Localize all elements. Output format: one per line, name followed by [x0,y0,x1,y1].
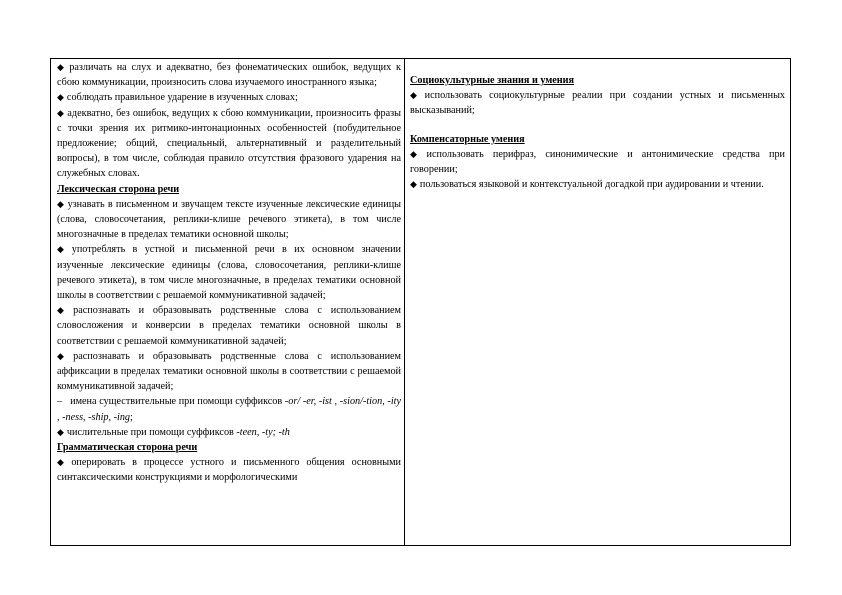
list-item: ◆ адекватно, без ошибок, ведущих к сбою коммуникации, произносить фразы с точки зрения их ритмико-интонационных особенностей (побудительное предложение; общий, специальный, альтернативный и разделительный вопросы), в том числе, соблюдая правило отсутствия фразового ударения на служебных словах. [57,107,401,180]
list-item: ◆ пользоваться языковой и контекстуальной догадкой при аудировании и чтении. [410,179,764,191]
dash-icon: – [57,396,63,408]
list-item: ◆ употреблять в устной и письменной речи в их основном значении изученные лексические единицы (слова, словосочетания, реплики-клише речевого этикета), в том числе многозначные, в пределах тематики основной школы в соответствии с решаемой коммуникативной задачей; [57,244,402,302]
bullet-icon: ◆ [57,305,71,316]
list-item: ◆ использовать перифраз, синонимические и антонимические средства при говорении; [410,148,786,176]
bullet-icon: ◆ [57,426,64,437]
bullet-icon: ◆ [410,179,417,190]
bullet-icon: ◆ [57,350,71,361]
list-item: ◆ различать на слух и адекватно, без фонематических ошибок, ведущих к сбою коммуникации, произносить слова изучаемого иностранного языка; [57,62,402,89]
list-item: – имена существительные при помощи суффиксов -or/ -er, -ist , -sion/-tion, -ity , -ness, -ship, -ing; [57,396,401,423]
bullet-icon: ◆ [57,457,69,468]
content-table [50,58,791,546]
list-item: ◆ узнавать в письменном и звучащем тексте изученные лексические единицы (слова, словосочетания, реплики-клише речевого этикета), в том числе многозначные в пределах тематики основной школы; [57,198,401,241]
bullet-icon: ◆ [410,90,422,101]
list-item: ◆ оперировать в процессе устного и письменного общения основными синтаксическими конструкциями и морфологическими [57,457,401,484]
list-item: ◆ использовать социокультурные реалии при создании устных и письменных высказываний; [410,90,786,117]
left-column [51,59,405,545]
lexical-heading: Лексическая сторона речи [57,183,180,195]
bullet-icon: ◆ [57,62,67,72]
list-item: ◆ числительные при помощи суффиксов -teen, -ty; -th [57,426,290,438]
list-item: ◆ распознавать и образовывать родственные слова с использованием аффиксации в пределах тематики основной школы в соответствии с решаемой коммуникативной задачей; [57,350,401,393]
socio-heading: Социокультурные знания и умения [410,75,575,86]
bullet-icon: ◆ [57,244,69,255]
bullet-icon: ◆ [57,198,65,209]
bullet-icon: ◆ [57,92,64,103]
grammar-heading: Грамматическая сторона речи [57,442,198,454]
bullet-icon: ◆ [410,148,424,159]
list-item: ◆ соблюдать правильное ударение в изученных словах; [57,92,298,104]
compensatory-heading: Компенсаторные умения [410,133,525,145]
bullet-icon: ◆ [57,107,65,118]
right-column [405,59,790,545]
suffix-list: -teen, -ty; -th [236,426,290,438]
list-item: ◆ распознавать и образовывать родственные слова с использованием словосложения и конверсии в пределах тематики основной школы в соответствии с решаемой коммуникативной задачей; [57,305,401,347]
suffix-list: -or/ -er, -ist , -sion/-tion, -ity , -ness, -ship, -ing [57,396,401,423]
